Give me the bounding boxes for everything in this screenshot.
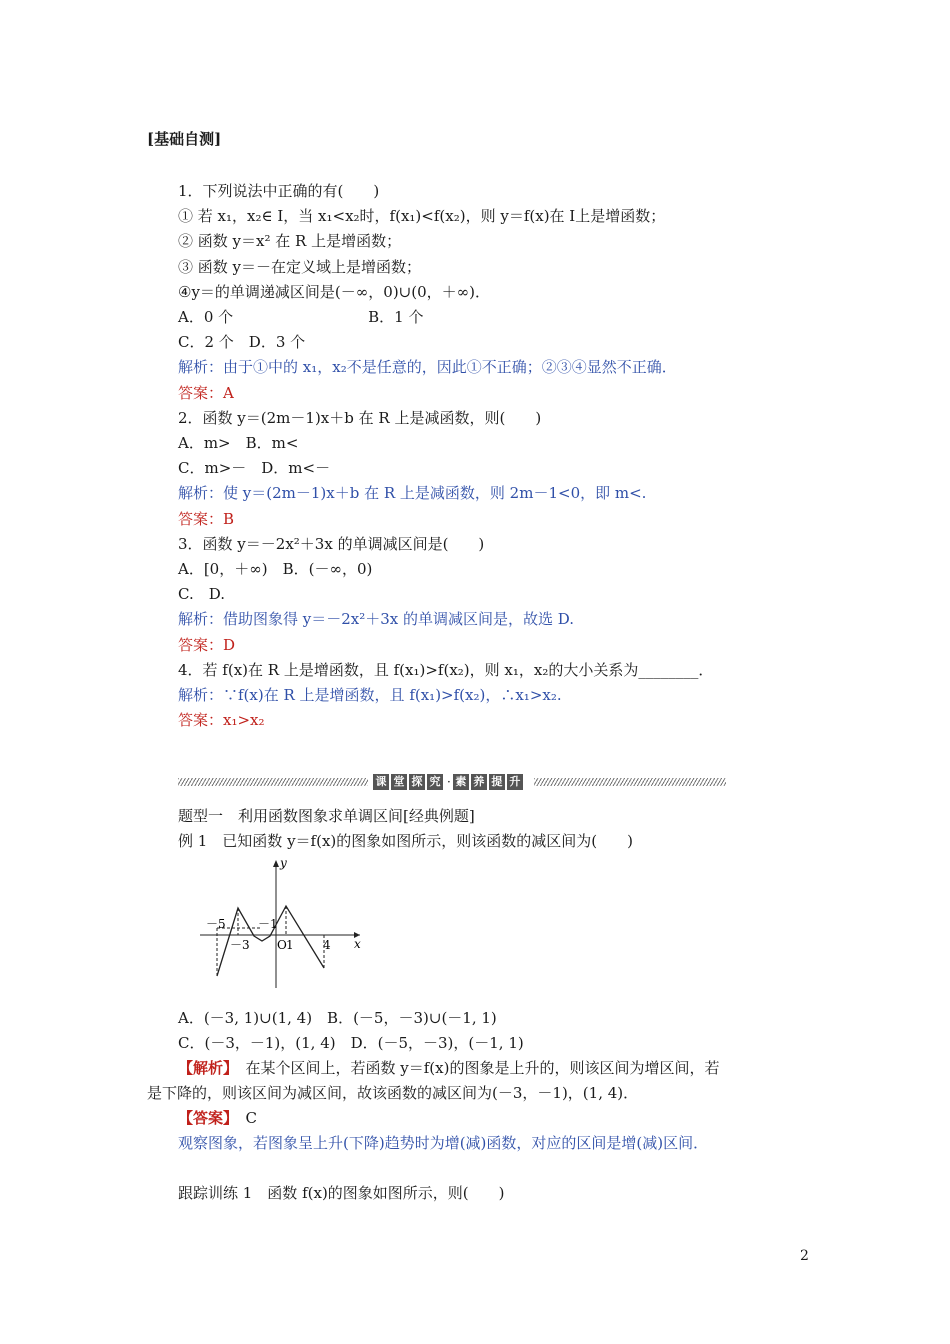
separator-char: 探 (409, 774, 425, 790)
explain-text-1: 在某个区间上，若函数 y＝f(x)的图象是上升的，则该区间为增区间，若 (230, 1059, 720, 1077)
tick-label-minus1: －1 (258, 917, 278, 931)
separator-tag (373, 772, 525, 792)
y-axis-label: y (280, 856, 287, 870)
text-line: C．m>－ D．m<－ (178, 459, 331, 478)
text-line: 4．若 f(x)在 R 上是增函数，且 f(x₁)>f(x₂)，则 x₁，x₂的大小关系为________． (178, 660, 714, 679)
text-line: ② 函数 y＝x² 在 R 上是增函数； (178, 232, 402, 251)
tip-text: 观察图象，若图象呈上升(下降)趋势时为增(减)函数，对应的区间是增(减)区间． (178, 1134, 709, 1152)
text-line: ③ 函数 y＝－在定义域上是增函数； (178, 257, 422, 276)
y-axis-arrow (273, 860, 279, 867)
explain-line-1 (178, 1058, 719, 1078)
text-line: 解析：使 y＝(2m－1)x＋b 在 R 上是减函数，则 2m－1<0，即 m<. (178, 484, 647, 503)
text-line: C．2 个 D．3 个 (178, 333, 306, 352)
separator-dot: · (447, 775, 451, 789)
page-number: 2 (800, 1248, 809, 1264)
option-line: A．(－3, 1)∪(1, 4) B．(－5，－3)∪(－1, 1) (178, 1009, 497, 1027)
text-line: ④y＝的单调递减区间是(－∞，0)∪(0，＋∞)． (178, 282, 490, 301)
text-line: 答案：A (178, 383, 234, 402)
text-line: 解析：借助图象得 y＝－2x²＋3x 的单调减区间是，故选 D. (178, 610, 575, 629)
answer-line (178, 1108, 257, 1128)
tick-label-minus5: －5 (206, 917, 226, 931)
text-line: ① 若 x₁，x₂∈ I，当 x₁<x₂时，f(x₁)<f(x₂)，则 y＝f(x)在 I上是增函数； (178, 207, 666, 226)
function-graph (198, 856, 368, 991)
section-title: [基础自测] (147, 130, 222, 148)
text-line: 答案：B (178, 509, 235, 528)
separator-char: 究 (427, 774, 443, 790)
text-line: A．0 个 B．1 个 (178, 308, 424, 326)
origin-label: O (277, 938, 287, 952)
follow-up-exercise: 跟踪训练 1 函数 f(x)的图象如图所示，则( ) (178, 1184, 505, 1202)
example-line: 题型一 利用函数图象求单调区间[经典例题] (178, 807, 475, 825)
text-line: C. D. (178, 585, 225, 604)
answer-tag: 【答案】 (178, 1109, 231, 1127)
example-line: 例 1 已知函数 y＝f(x)的图象如图所示，则该函数的减区间为( ) (178, 832, 633, 850)
separator-char: 堂 (391, 774, 407, 790)
tick-label-minus3: －3 (230, 938, 250, 952)
section-separator (178, 772, 726, 792)
option-line: C．(－3，－1)，(1, 4) D．(－5，－3)，(－1, 1) (178, 1034, 524, 1052)
text-line: 3．函数 y＝－2x²＋3x 的单调减区间是( ) (178, 534, 485, 553)
separator-hatch-right (534, 778, 726, 786)
text-line: 解析：∵f(x)在 R 上是增函数，且 f(x₁)>f(x₂)，∴x₁>x₂. (178, 686, 562, 704)
tick-label-4: 4 (323, 938, 331, 952)
text-line: 答案：x₁>x₂ (178, 711, 265, 730)
separator-char: 升 (507, 774, 523, 790)
text-line: 2．函数 y＝(2m－1)x＋b 在 R 上是减函数，则( ) (178, 408, 542, 427)
explain-tag: 【解析】 (178, 1059, 231, 1077)
separator-char: 课 (373, 774, 389, 790)
separator-hatch-left (178, 778, 368, 786)
text-line: A．m> B．m< (178, 434, 299, 452)
answer-value: C (230, 1109, 257, 1127)
separator-char: 素 (453, 774, 469, 790)
separator-char: 养 (471, 774, 487, 790)
tick-label-1: 1 (286, 938, 294, 952)
text-line: 解析：由于①中的 x₁，x₂不是任意的，因此①不正确；②③④显然不正确． (178, 358, 677, 377)
text-line: 答案：D (178, 635, 236, 654)
explain-line-2: 是下降的，则该区间为减区间，故该函数的减区间为(－3，－1)，(1, 4)． (147, 1084, 639, 1102)
text-line: 1．下列说法中正确的有( ) (178, 182, 380, 200)
separator-char: 提 (489, 774, 505, 790)
text-line: A．[0，＋∞) B．(－∞，0) (178, 560, 373, 578)
x-axis-label: x (354, 937, 361, 951)
